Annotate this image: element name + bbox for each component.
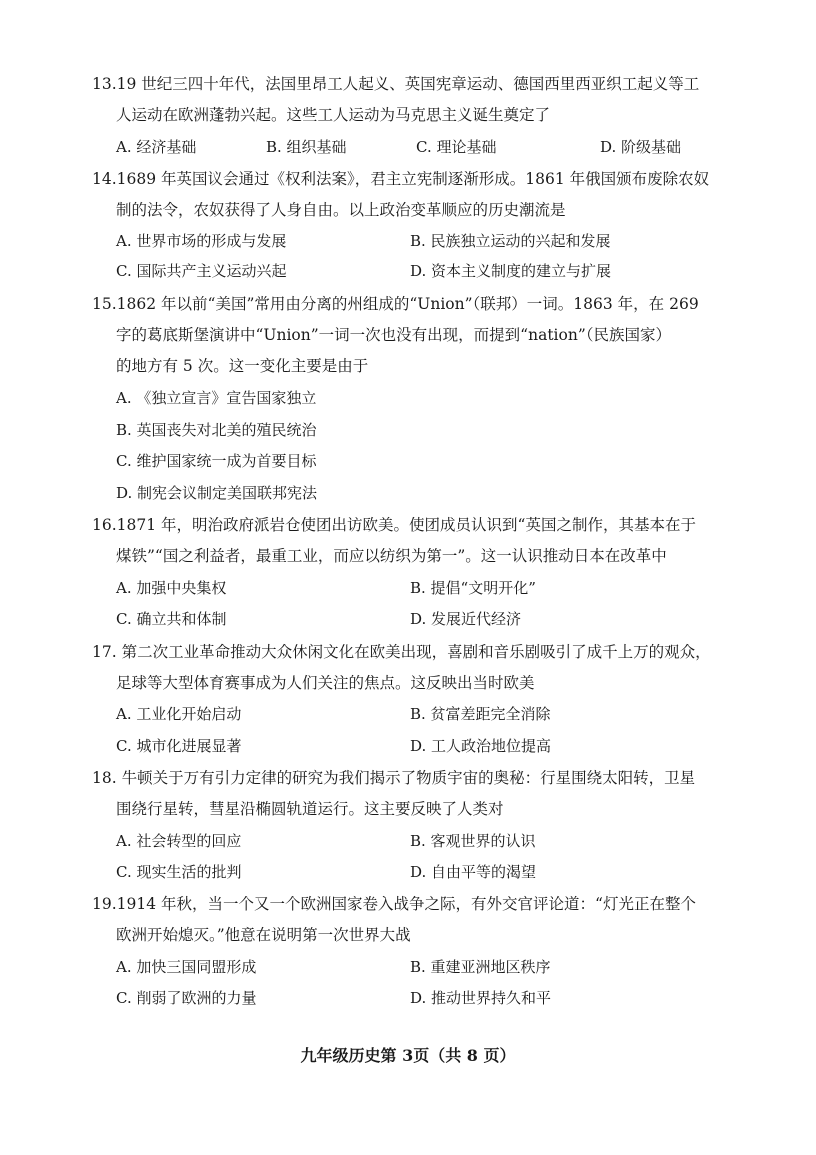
question-15-line-3: 的地方有 5 次。这一变化主要是由于: [116, 357, 369, 375]
question-17-line-2: 足球等大型体育赛事成为人们关注的焦点。这反映出当时欧美: [116, 674, 535, 692]
question-16-option-b: B. 提倡“文明开化”: [410, 579, 536, 597]
question-14-option-d: D. 资本主义制度的建立与扩展: [410, 262, 612, 280]
page-footer: 九年级历史第 3页（共 8 页）: [300, 1046, 516, 1065]
question-18-option-d: D. 自由平等的渴望: [410, 863, 537, 881]
question-18-option-a: A. 社会转型的回应: [116, 832, 242, 850]
question-18-option-b: B. 客观世界的认识: [410, 832, 536, 850]
question-15-option-c: C. 维护国家统一成为首要目标: [116, 452, 317, 470]
question-16-option-d: D. 发展近代经济: [410, 610, 522, 628]
question-19-option-a: A. 加快三国同盟形成: [116, 958, 257, 976]
question-15-line-2: 字的葛底斯堡演讲中“Union”一词一次也没有出现，而提到“nation”（民族国家）: [116, 326, 671, 344]
question-15-line-1: 15.1862 年以前“美国”常用由分离的州组成的“Union”（联邦）一词。1863 年，在 269: [92, 295, 699, 313]
question-13-option-a: A. 经济基础: [116, 138, 197, 156]
question-16-line-1: 16.1871 年，明治政府派岩仓使团出访欧美。使团成员认识到“英国之制作，其基本在于: [92, 516, 696, 534]
question-19-line-1: 19.1914 年秋，当一个又一个欧洲国家卷入战争之际，有外交官评论道：“灯光正在整个: [92, 895, 696, 913]
question-13-option-c: C. 理论基础: [416, 138, 497, 156]
question-18-option-c: C. 现实生活的批判: [116, 863, 242, 881]
question-18-line-2: 围绕行星转，彗星沿椭圆轨道运行。这主要反映了人类对: [116, 800, 504, 818]
question-13-option-d: D. 阶级基础: [600, 138, 682, 156]
question-19-option-d: D. 推动世界持久和平: [410, 989, 552, 1007]
question-19-option-b: B. 重建亚洲地区秩序: [410, 958, 551, 976]
question-16-option-c: C. 确立共和体制: [116, 610, 227, 628]
question-13-option-b: B. 组织基础: [266, 138, 347, 156]
question-18-line-1: 18. 牛顿关于万有引力定律的研究为我们揭示了物质宇宙的奥秘：行星围绕太阳转，卫星: [92, 769, 696, 787]
question-17-line-1: 17. 第二次工业革命推动大众休闲文化在欧美出现，喜剧和音乐剧吸引了成千上万的观众，: [92, 643, 711, 661]
question-14-line-2: 制的法令，农奴获得了人身自由。以上政治变革顺应的历史潮流是: [116, 201, 566, 219]
question-19-line-2: 欧洲开始熄灭。”他意在说明第一次世界大战: [116, 926, 411, 944]
question-13-line-1: 13.19 世纪三四十年代，法国里昂工人起义、英国宪章运动、德国西里西亚织工起义等工: [92, 75, 700, 93]
question-14-option-a: A. 世界市场的形成与发展: [116, 232, 287, 250]
question-13-line-2: 人运动在欧洲蓬勃兴起。这些工人运动为马克思主义诞生奠定了: [116, 106, 551, 124]
question-14-option-c: C. 国际共产主义运动兴起: [116, 262, 287, 280]
question-17-option-c: C. 城市化进展显著: [116, 737, 242, 755]
question-15-option-b: B. 英国丧失对北美的殖民统治: [116, 421, 317, 439]
question-15-option-a: A. 《独立宣言》宣告国家独立: [116, 389, 317, 407]
question-14-line-1: 14.1689 年英国议会通过《权利法案》，君主立宪制逐渐形成。1861 年俄国颁布废除农奴: [92, 170, 710, 188]
question-17-option-d: D. 工人政治地位提高: [410, 737, 552, 755]
question-19-option-c: C. 削弱了欧洲的力量: [116, 989, 257, 1007]
question-15-option-d: D. 制宪会议制定美国联邦宪法: [116, 484, 318, 502]
question-16-option-a: A. 加强中央集权: [116, 579, 227, 597]
question-14-option-b: B. 民族独立运动的兴起和发展: [410, 232, 611, 250]
question-17-option-a: A. 工业化开始启动: [116, 705, 242, 723]
question-16-line-2: 煤铁”“国之利益者，最重工业，而应以纺织为第一”。这一认识推动日本在改革中: [116, 547, 667, 565]
question-17-option-b: B. 贫富差距完全消除: [410, 705, 551, 723]
